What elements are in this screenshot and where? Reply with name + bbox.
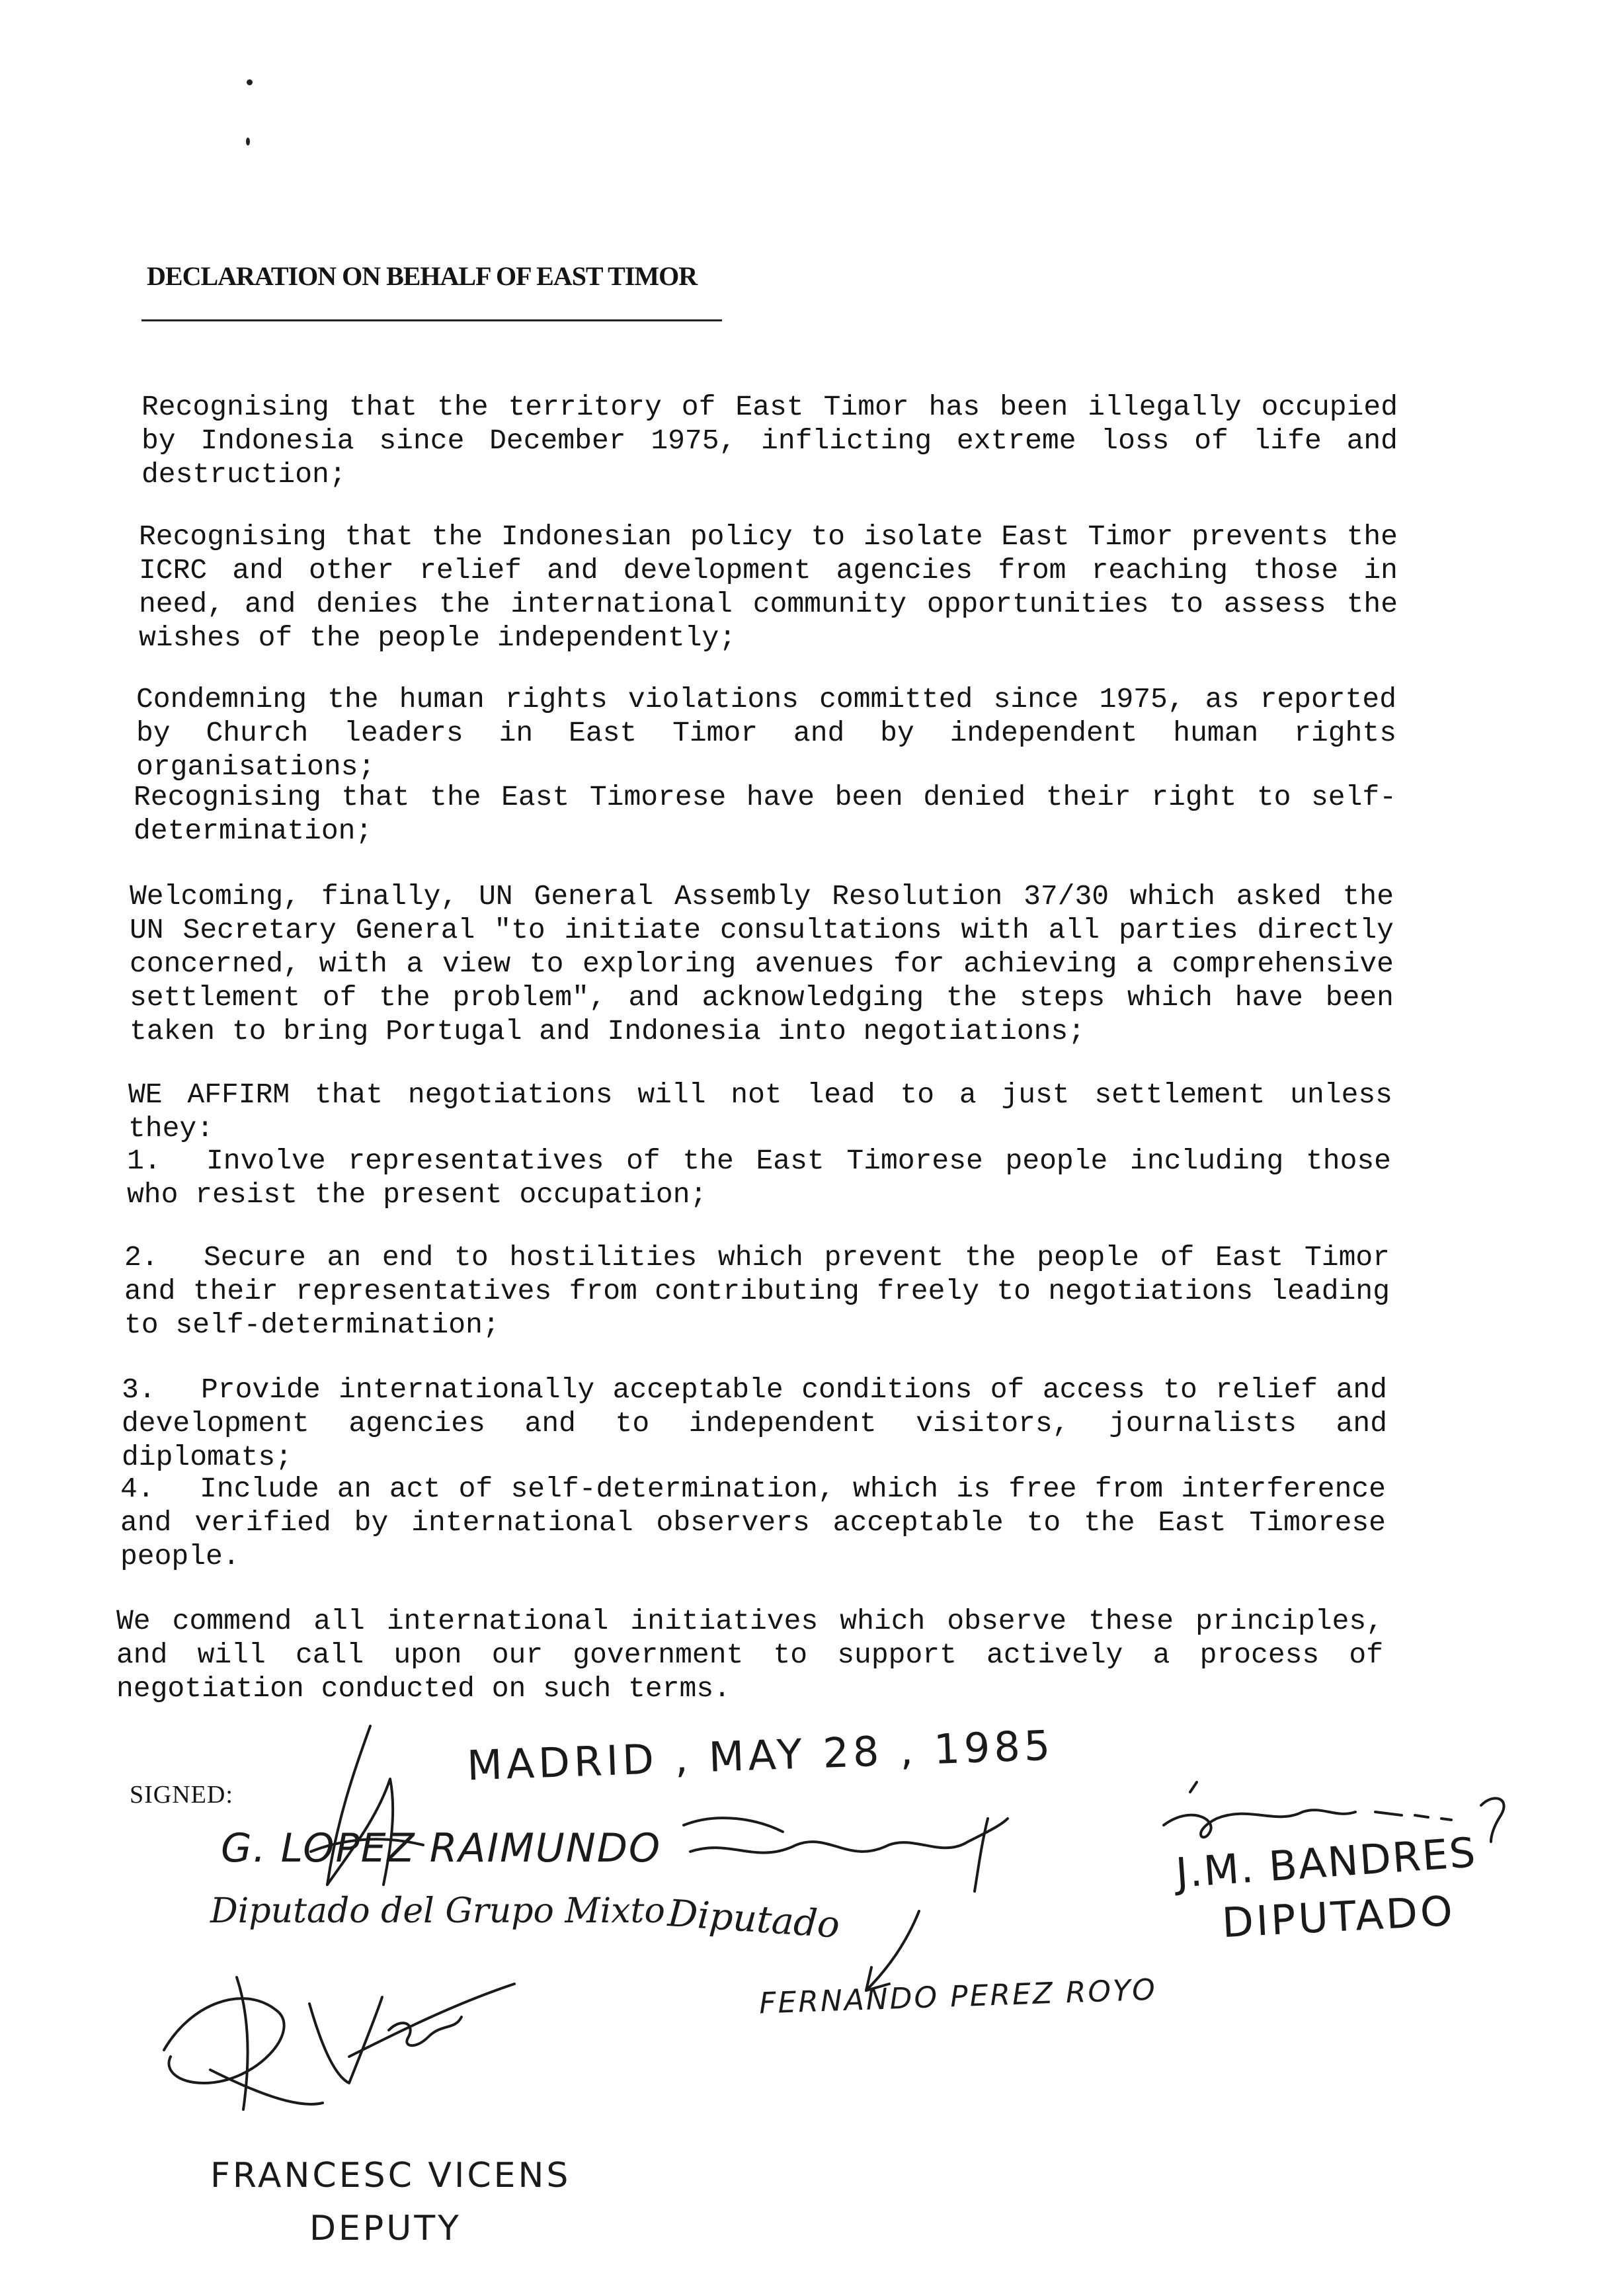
scan-speck — [246, 138, 250, 145]
handwritten-title-bandres: DIPUTADO — [1221, 1886, 1457, 1948]
condition-item-1 — [127, 1144, 1391, 1211]
handwritten-name-bandres: J.M. BANDRES — [1174, 1828, 1478, 1897]
title-underline — [141, 319, 722, 321]
condition-text: Involve representatives of the East Timorese people including those who resist the present occupation; — [127, 1145, 1391, 1211]
handwritten-place-date: MADRID , MAY 28 , 1985 — [465, 1721, 1055, 1790]
condition-text: Secure an end to hostilities which prevent the people of East Timor and their representatives from contributing freely to negotiations leading to self-determination; — [124, 1241, 1390, 1341]
paragraph-self-determination: Recognising that the East Timorese have been denied their right to self-determination; — [134, 781, 1396, 847]
handwritten-name-perez-royo: FERNANDO PEREZ ROYO — [758, 1973, 1158, 2021]
signature-perez-royo — [677, 1805, 1021, 1898]
closing-paragraph: We commend all international initiatives which observe these principles, and will call upon our government to support actively a process of negotiation conducted on such terms. — [116, 1605, 1383, 1705]
signed-label: SIGNED: — [130, 1781, 233, 1809]
paragraph-we-affirm: WE AFFIRM that negotiations will not lead to a just settlement unless they: — [128, 1079, 1392, 1145]
condition-item-3 — [122, 1373, 1387, 1474]
handwritten-name-vicens: FRANCESC VICENS — [210, 2156, 571, 2195]
handwritten-title-perez-royo: Diputado — [666, 1892, 842, 1947]
scan-speck — [247, 79, 253, 85]
condition-item-4 — [120, 1472, 1386, 1573]
condition-number: 1. — [127, 1145, 161, 1177]
condition-number: 2. — [124, 1241, 159, 1274]
condition-item-2 — [124, 1241, 1390, 1342]
handwritten-title-vicens: DEPUTY — [309, 2209, 462, 2248]
paragraph-condemning-violations: Condemning the human rights violations committed since 1975, as reported by Church leaders in East Timor and by independent human rights organisations; — [136, 683, 1396, 783]
signature-vicens — [151, 1951, 521, 2149]
paragraph-recognising-isolation: Recognising that the Indonesian policy to isolate East Timor prevents the ICRC and other relief and development agencies from reaching those in need, and denies the international community opportunities to assess the wishes of the people independently; — [139, 520, 1398, 654]
handwritten-title-lopez-raimundo: Diputado del Grupo Mixto — [210, 1891, 665, 1931]
condition-text: Include an act of self-determination, which is free from interference and verified by international observers acceptable to the East Timorese people. — [120, 1473, 1386, 1573]
condition-number: 3. — [122, 1374, 156, 1406]
document-title: DECLARATION ON BEHALF OF EAST TIMOR — [147, 261, 698, 291]
handwritten-name-lopez-raimundo: G. LOPEZ RAIMUNDO — [221, 1825, 662, 1871]
condition-text: Provide internationally acceptable conditions of access to relief and development agencies and to independent visitors, journalists and diplomats; — [122, 1374, 1387, 1473]
paragraph-recognising-occupation: Recognising that the territory of East Timor has been illegally occupied by Indonesia since December 1975, inflicting extreme loss of life and destruction; — [141, 391, 1398, 491]
condition-number: 4. — [120, 1473, 155, 1505]
paragraph-welcoming-resolution: Welcoming, finally, UN General Assembly Resolution 37/30 which asked the UN Secretary General "to initiate consultations with all parties directly concerned, with a view to exploring avenues for achieving a comprehensive settlement of the problem", and acknowledging the steps which have been taken to bring Portugal and Indonesia into negotiations; — [130, 880, 1394, 1047]
